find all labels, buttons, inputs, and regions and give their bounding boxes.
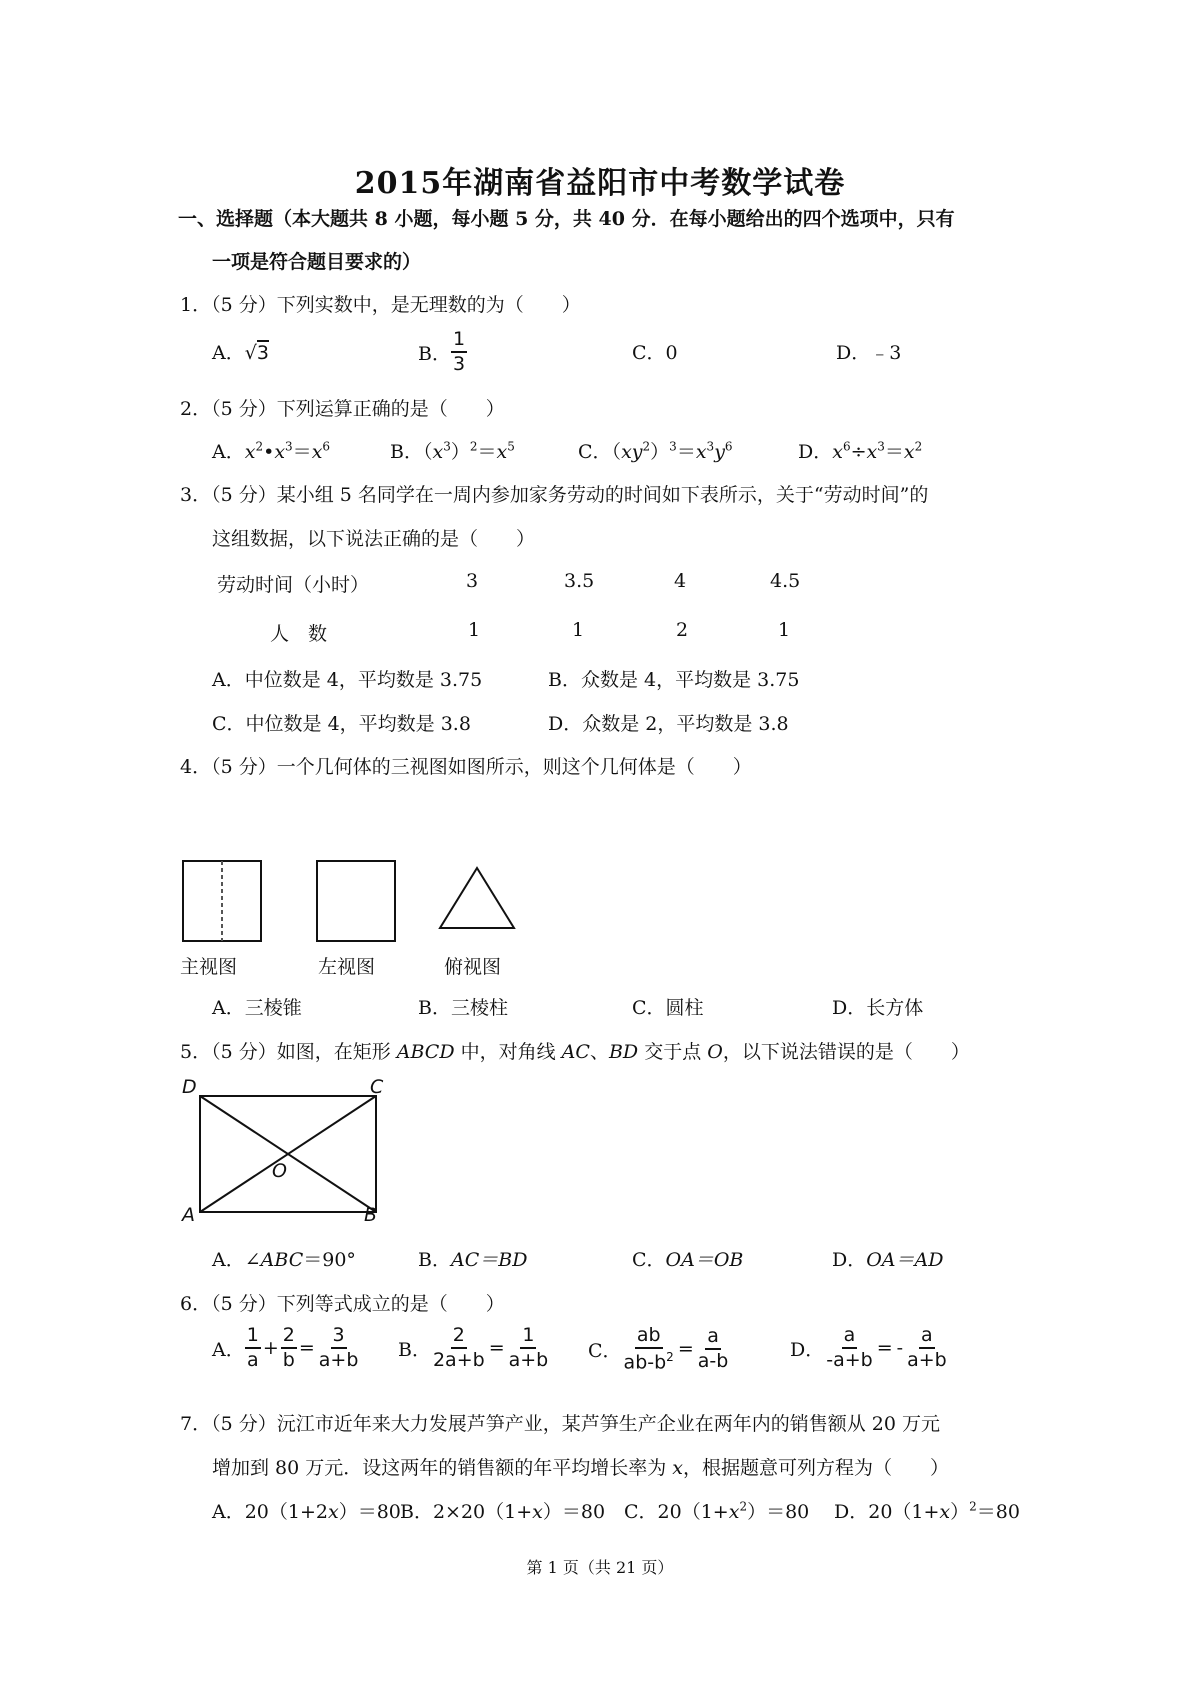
denominator-exponent: 2 bbox=[666, 1350, 674, 1364]
q2-c-rp: ） bbox=[650, 441, 670, 463]
q5-abcd: ABCD bbox=[396, 1041, 455, 1063]
q7-option-c bbox=[624, 1497, 809, 1524]
q7-b-x: x bbox=[532, 1501, 543, 1523]
vertex-label-o: O bbox=[272, 1160, 287, 1182]
q2-c-x2: x bbox=[695, 441, 707, 463]
q2-a-eq: ＝ bbox=[292, 441, 312, 463]
q2-option-c bbox=[578, 437, 733, 464]
q5-a-text: ABC bbox=[260, 1249, 304, 1271]
q7-option-b bbox=[400, 1497, 605, 1524]
section-heading-line2: 一项是符合题目要求的） bbox=[212, 251, 422, 273]
denominator: a+b bbox=[907, 1349, 947, 1371]
q3-option-d: D．众数是 2，平均数是 3.8 bbox=[548, 713, 789, 735]
q7-option-a bbox=[212, 1497, 401, 1524]
denominator-base: ab-b bbox=[623, 1351, 667, 1374]
q5-a-prefix: A．∠ bbox=[212, 1249, 261, 1271]
q5-bd: BD bbox=[608, 1041, 639, 1063]
q2-b-prefix: B． bbox=[390, 441, 423, 463]
q2-c-lp: （ bbox=[611, 441, 622, 463]
q7-stem-line1: 7．（5 分）沅江市近年来大力发展芦笋产业，某芦笋生产企业在两年内的销售额从 20 万元 bbox=[180, 1413, 940, 1435]
q5-stem-post: ，以下说法错误的是（ ） bbox=[722, 1041, 970, 1063]
q2-b-x1: x bbox=[432, 441, 444, 463]
page-footer: 第 1 页（共 21 页） bbox=[526, 1558, 674, 1577]
q1-option-b-prefix: B． bbox=[418, 342, 451, 365]
fraction bbox=[905, 1326, 949, 1370]
vertex-label-d: D bbox=[182, 1076, 197, 1098]
q4-option-c: C．圆柱 bbox=[632, 997, 704, 1019]
equals-sign: = bbox=[876, 1337, 893, 1359]
equals-sign: = bbox=[677, 1338, 694, 1361]
left-view-rect bbox=[317, 861, 395, 941]
q6-option-b bbox=[398, 1326, 550, 1370]
q7-c-post: ）＝80 bbox=[747, 1501, 810, 1523]
denominator: a+b bbox=[318, 1349, 359, 1371]
q2-stem: 2．（5 分）下列运算正确的是（ ） bbox=[180, 398, 505, 420]
q3-table-row2-label: 人 数 bbox=[270, 623, 328, 645]
vertex-label-a: A bbox=[182, 1204, 195, 1226]
fraction bbox=[507, 1326, 551, 1370]
q2-a-x1: x bbox=[244, 441, 256, 463]
q2-option-a bbox=[212, 437, 330, 464]
fraction bbox=[824, 1326, 874, 1370]
q5-stem-pre: 5．（5 分）如图，在矩形 bbox=[180, 1041, 397, 1063]
q2-d-prefix: D． bbox=[798, 441, 833, 463]
q2-c-exp4: 6 bbox=[724, 439, 733, 454]
q2-b-exp1: 3 bbox=[443, 439, 451, 454]
q3-table-cell: 2 bbox=[676, 619, 689, 641]
q7-b-pre: B．2×20（1+ bbox=[400, 1501, 533, 1523]
q7-a-x: x bbox=[328, 1501, 339, 1523]
denominator: a bbox=[246, 1349, 259, 1371]
q2-a-exp3: 6 bbox=[322, 439, 331, 454]
q7-d-end: ＝80 bbox=[976, 1501, 1020, 1523]
q5-b-text: AC＝BD bbox=[450, 1249, 528, 1271]
q2-c-exp1: 2 bbox=[642, 439, 651, 454]
q3-table-cell: 3.5 bbox=[564, 570, 595, 592]
front-view-label: 主视图 bbox=[180, 956, 238, 978]
q1-radicand: 3 bbox=[256, 342, 269, 364]
q1-b-numerator: 1 bbox=[451, 330, 467, 353]
q6-option-d bbox=[790, 1326, 949, 1370]
minus-sign: - bbox=[896, 1337, 904, 1359]
q3-table-cell: 3 bbox=[466, 570, 479, 592]
page-title: 2015年湖南省益阳市中考数学试卷 bbox=[354, 166, 846, 201]
q5-b-prefix: B． bbox=[418, 1249, 451, 1271]
q2-a-dot: • bbox=[263, 441, 275, 463]
fraction bbox=[431, 1326, 487, 1370]
fraction bbox=[281, 1326, 297, 1370]
denominator bbox=[622, 1349, 676, 1372]
q7-stem2-pre: 增加到 80 万元．设这两年的销售额的年平均增长率为 bbox=[212, 1457, 673, 1479]
q5-stem bbox=[180, 1037, 970, 1064]
q5-d-prefix: D． bbox=[832, 1249, 867, 1271]
q2-c-prefix: C． bbox=[578, 441, 612, 463]
q1-option-b-fraction bbox=[451, 330, 467, 374]
vertex-label-b: B bbox=[364, 1204, 378, 1226]
q2-a-x2: x bbox=[274, 441, 286, 463]
q2-b-rp: ） bbox=[450, 441, 470, 463]
q1-option-a: A．√3 bbox=[212, 342, 269, 364]
q2-b-eq: ＝ bbox=[477, 441, 497, 463]
q1-option-b bbox=[418, 330, 467, 374]
q2-option-d bbox=[798, 437, 922, 464]
q4-option-d: D．长方体 bbox=[832, 997, 924, 1019]
q2-b-exp2: 2 bbox=[469, 439, 478, 454]
denominator: -a+b bbox=[826, 1349, 873, 1371]
q7-d-x: x bbox=[939, 1501, 951, 1523]
q6-a-prefix: A． bbox=[212, 1338, 245, 1361]
q6-d-prefix: D． bbox=[790, 1338, 825, 1361]
q5-a-post: ＝90° bbox=[303, 1249, 356, 1271]
q7-x: x bbox=[672, 1457, 684, 1479]
q2-d-exp3: 2 bbox=[914, 439, 923, 454]
q3-table-cell: 1 bbox=[778, 619, 791, 641]
q5-option-a bbox=[212, 1245, 356, 1272]
q3-option-c: C．中位数是 4，平均数是 3.8 bbox=[212, 713, 471, 735]
fraction bbox=[622, 1326, 676, 1372]
q3-table-cell: 4 bbox=[674, 570, 687, 592]
q2-c-eq: ＝ bbox=[676, 441, 696, 463]
q5-c-text: OA＝OB bbox=[665, 1249, 744, 1271]
q5-option-b bbox=[418, 1245, 527, 1272]
q4-stem: 4．（5 分）一个几何体的三视图如图所示，则这个几何体是（ ） bbox=[180, 756, 752, 778]
denominator: 2a+b bbox=[432, 1349, 485, 1371]
numerator: 3 bbox=[331, 1326, 347, 1349]
q3-stem-line1: 3．（5 分）某小组 5 名同学在一周内参加家务劳动的时间如下表所示，关于“劳动时间”的 bbox=[180, 484, 929, 506]
q2-c-y2: y bbox=[714, 441, 725, 463]
q2-option-b bbox=[390, 437, 515, 464]
numerator: 1 bbox=[520, 1326, 536, 1349]
q1-option-d: D．﹣3 bbox=[836, 342, 902, 364]
q2-d-x1: x bbox=[832, 441, 843, 463]
q2-d-x3: x bbox=[903, 441, 915, 463]
q4-option-b: B．三棱柱 bbox=[418, 997, 508, 1019]
q2-b-exp3: 5 bbox=[507, 439, 515, 454]
q5-stem-mid1: 中，对角线 bbox=[454, 1041, 562, 1063]
q7-option-d bbox=[834, 1497, 1020, 1524]
q3-table-cell: 1 bbox=[468, 619, 481, 641]
vertex-label-c: C bbox=[370, 1076, 384, 1098]
q7-d-post: ） bbox=[950, 1501, 970, 1523]
q7-c-x: x bbox=[728, 1501, 740, 1523]
q2-b-x2: x bbox=[496, 441, 508, 463]
q2-c-y1: y bbox=[631, 441, 643, 463]
q5-ac: AC bbox=[561, 1041, 590, 1063]
q2-a-prefix: A． bbox=[212, 441, 245, 463]
equals-sign: = bbox=[488, 1337, 505, 1359]
left-view-label: 左视图 bbox=[318, 956, 376, 978]
q7-stem-line2 bbox=[212, 1453, 949, 1480]
q6-stem: 6．（5 分）下列等式成立的是（ ） bbox=[180, 1293, 505, 1315]
q5-o: O bbox=[707, 1041, 723, 1063]
numerator: 1 bbox=[245, 1326, 261, 1349]
numerator: a bbox=[705, 1327, 721, 1350]
q2-a-exp1: 2 bbox=[255, 439, 264, 454]
q4-option-a: A．三棱锥 bbox=[212, 997, 302, 1019]
fraction bbox=[245, 1326, 261, 1370]
q2-d-exp1: 6 bbox=[842, 439, 851, 454]
q2-c-exp3: 3 bbox=[706, 439, 715, 454]
q2-c-exp2: 3 bbox=[669, 439, 677, 454]
q3-table-cell: 1 bbox=[572, 619, 585, 641]
q2-d-div: ÷ bbox=[850, 441, 867, 463]
fraction bbox=[317, 1326, 361, 1370]
q5-c-prefix: C． bbox=[632, 1249, 666, 1271]
q3-table-cell: 4.5 bbox=[770, 570, 801, 592]
q2-a-exp2: 3 bbox=[285, 439, 293, 454]
q2-d-x2: x bbox=[866, 441, 878, 463]
fraction bbox=[696, 1327, 731, 1371]
q2-d-exp2: 3 bbox=[877, 439, 885, 454]
q2-d-eq: ＝ bbox=[884, 441, 904, 463]
q7-c-pre: C．20（1+ bbox=[624, 1501, 729, 1523]
q5-sep: 、 bbox=[589, 1041, 609, 1063]
q6-option-a bbox=[212, 1326, 360, 1370]
denominator: b bbox=[282, 1349, 295, 1371]
q5-option-c bbox=[632, 1245, 743, 1272]
section-heading-line1: 一、选择题（本大题共 8 小题，每小题 5 分，共 40 分．在每小题给出的四个选项中，只有 bbox=[178, 208, 955, 230]
q1-stem: 1．（5 分）下列实数中，是无理数的为（ ） bbox=[180, 294, 581, 316]
q6-c-prefix: C． bbox=[588, 1339, 622, 1362]
q6-b-prefix: B． bbox=[398, 1338, 431, 1361]
numerator: a bbox=[919, 1326, 935, 1349]
q5-d-text: OA＝AD bbox=[866, 1249, 944, 1271]
plus-sign: + bbox=[262, 1337, 279, 1359]
top-view-label: 俯视图 bbox=[444, 956, 502, 978]
numerator: ab bbox=[635, 1326, 663, 1349]
q7-a-pre: A．20（1+2 bbox=[212, 1501, 328, 1523]
front-view-rect bbox=[183, 861, 261, 941]
q5-stem-mid2: 交于点 bbox=[638, 1041, 708, 1063]
q7-stem2-post: ，根据题意可列方程为（ ） bbox=[683, 1457, 950, 1479]
q7-c-exp: 2 bbox=[739, 1499, 748, 1514]
numerator: a bbox=[842, 1326, 858, 1349]
q7-a-post: ）＝80 bbox=[338, 1501, 401, 1523]
q3-stem-line2: 这组数据，以下说法正确的是（ ） bbox=[212, 528, 536, 550]
numerator: 2 bbox=[451, 1326, 467, 1349]
q2-c-x1: x bbox=[621, 441, 632, 463]
q5-option-d bbox=[832, 1245, 944, 1272]
q7-b-post: ）＝80 bbox=[542, 1501, 606, 1523]
denominator: a-b bbox=[697, 1350, 729, 1373]
top-view-triangle bbox=[440, 868, 514, 928]
equals-sign: = bbox=[298, 1337, 315, 1359]
q2-b-lp: （ bbox=[422, 441, 433, 463]
numerator: 2 bbox=[281, 1326, 297, 1349]
q3-table-row1-label: 劳动时间（小时） bbox=[217, 574, 370, 596]
q6-option-c bbox=[588, 1326, 730, 1372]
q7-d-exp: 2 bbox=[969, 1499, 977, 1514]
q7-d-pre: D．20（1+ bbox=[834, 1501, 940, 1523]
q2-a-x3: x bbox=[311, 441, 323, 463]
q3-option-a: A．中位数是 4，平均数是 3.75 bbox=[212, 669, 483, 691]
q1-b-denominator: 3 bbox=[452, 353, 466, 375]
q3-option-b: B．众数是 4，平均数是 3.75 bbox=[548, 669, 800, 691]
q1-option-a-prefix: A． bbox=[212, 342, 245, 364]
denominator: a+b bbox=[508, 1349, 549, 1371]
q1-option-c: C．0 bbox=[632, 342, 678, 364]
